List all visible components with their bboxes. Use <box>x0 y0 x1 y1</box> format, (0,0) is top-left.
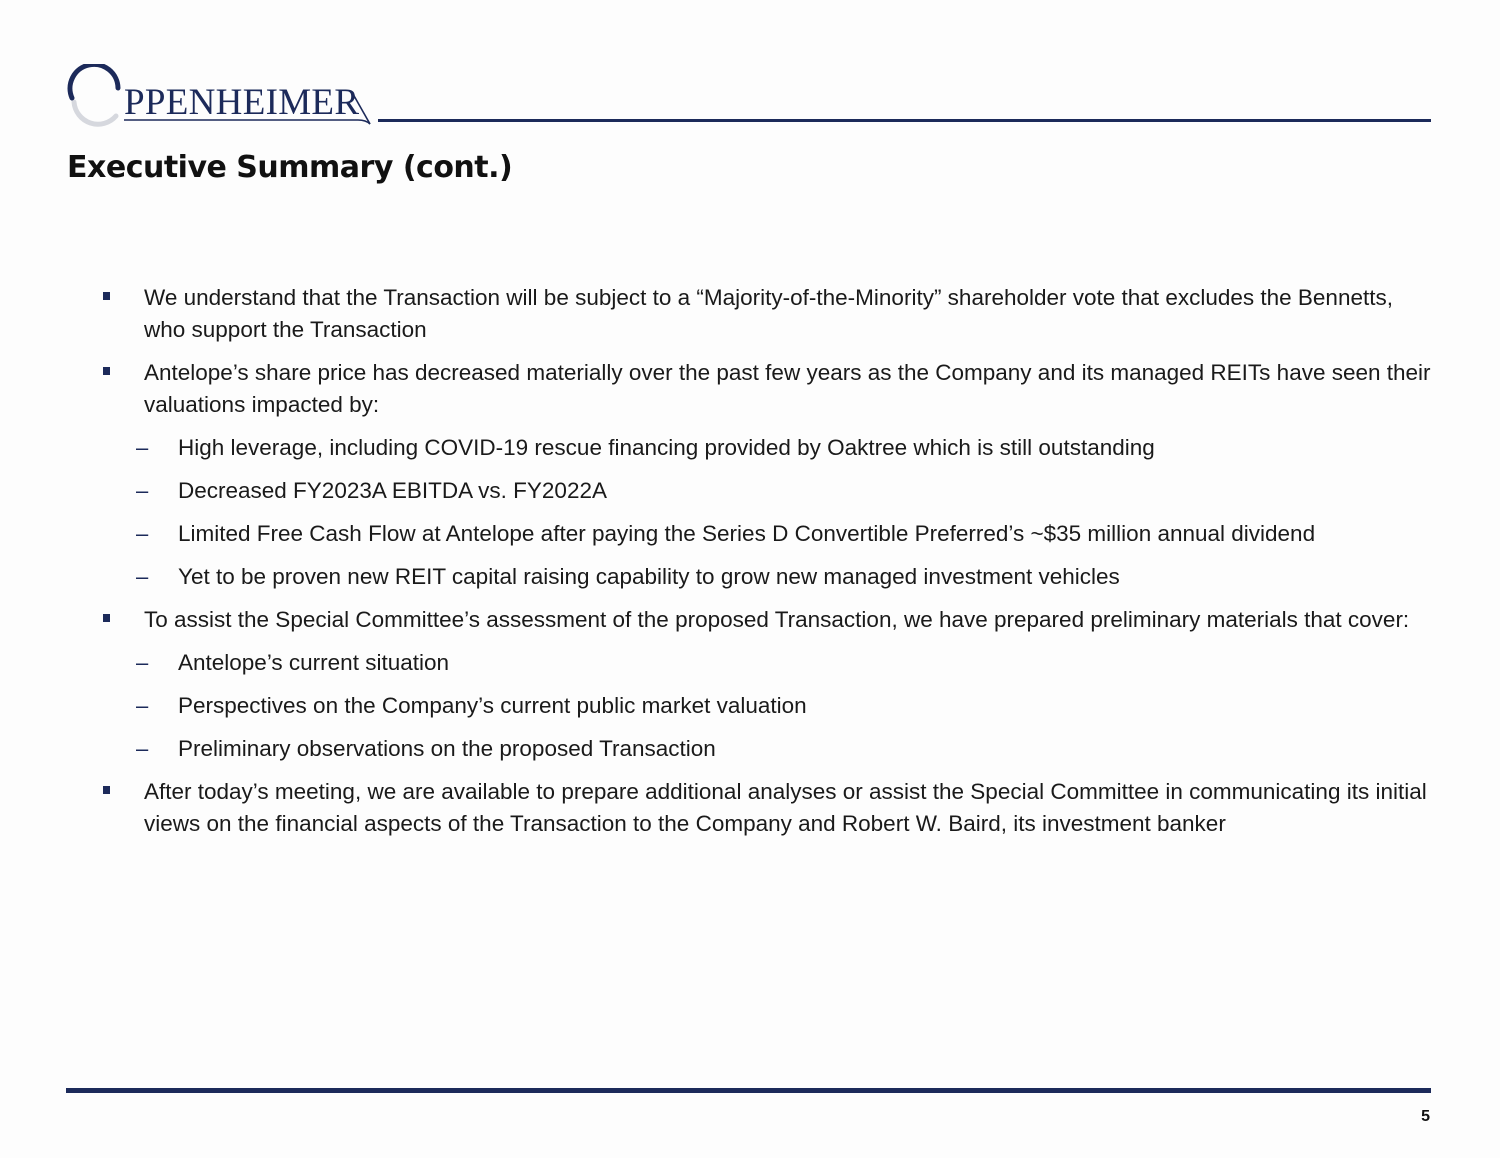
list-item-text: To assist the Special Committee’s assessment of the proposed Transaction, we have prepared preliminary materials that cover: <box>144 607 1410 632</box>
dash-bullet-icon: – <box>136 736 149 761</box>
oppenheimer-logo <box>66 64 376 128</box>
dash-bullet-icon: – <box>136 693 149 718</box>
dash-bullet-icon: – <box>136 478 149 503</box>
square-bullet-icon <box>103 614 110 622</box>
header-divider <box>378 119 1431 122</box>
list-item <box>100 282 1435 346</box>
dash-bullet-icon: – <box>136 521 149 546</box>
page-title: Executive Summary (cont.) <box>67 150 513 185</box>
sub-list-item-text: Limited Free Cash Flow at Antelope after paying the Series D Convertible Preferred’s ~$35 million annual dividend <box>178 521 1316 546</box>
sub-list-item-text: Yet to be proven new REIT capital raising capability to grow new managed investment vehicles <box>178 564 1120 589</box>
square-bullet-icon <box>103 292 110 300</box>
dash-bullet-icon: – <box>136 564 149 589</box>
list-item-text: After today’s meeting, we are available to prepare additional analyses or assist the Special Committee in communicating its initial views on the financial aspects of the Transaction to the Company and Robert W. Baird, its investment banker <box>144 779 1427 836</box>
sub-list-item <box>100 518 1435 550</box>
square-bullet-icon <box>103 367 110 375</box>
sub-list-item-text: Perspectives on the Company’s current public market valuation <box>178 693 807 718</box>
svg-text:PPENHEIMER: PPENHEIMER <box>124 82 360 123</box>
sub-list-item <box>100 647 1435 679</box>
list-item-text: Antelope’s share price has decreased materially over the past few years as the Company and its managed REITs have seen their valuations impacted by: <box>144 360 1431 417</box>
list-item <box>100 357 1435 421</box>
sub-list-item <box>100 561 1435 593</box>
sub-list-item-text: Preliminary observations on the proposed Transaction <box>178 736 716 761</box>
dash-bullet-icon: – <box>136 650 149 675</box>
list-item-text: We understand that the Transaction will be subject to a “Majority-of-the-Minority” shareholder vote that excludes the Bennetts, who support the Transaction <box>144 285 1393 342</box>
sub-list-item-text: High leverage, including COVID-19 rescue financing provided by Oaktree which is still outstanding <box>178 435 1155 460</box>
list-item <box>100 604 1435 636</box>
sub-list-item-text: Decreased FY2023A EBITDA vs. FY2022A <box>178 478 607 503</box>
sub-list-item <box>100 690 1435 722</box>
list-item <box>100 776 1435 840</box>
dash-bullet-icon: – <box>136 435 149 460</box>
footer-divider <box>66 1088 1431 1093</box>
sub-list-item <box>100 733 1435 765</box>
square-bullet-icon <box>103 786 110 794</box>
sub-list-item-text: Antelope’s current situation <box>178 650 449 675</box>
page-number: 5 <box>1421 1108 1430 1125</box>
summary-list <box>100 282 1435 851</box>
sub-list-item <box>100 475 1435 507</box>
sub-list-item <box>100 432 1435 464</box>
